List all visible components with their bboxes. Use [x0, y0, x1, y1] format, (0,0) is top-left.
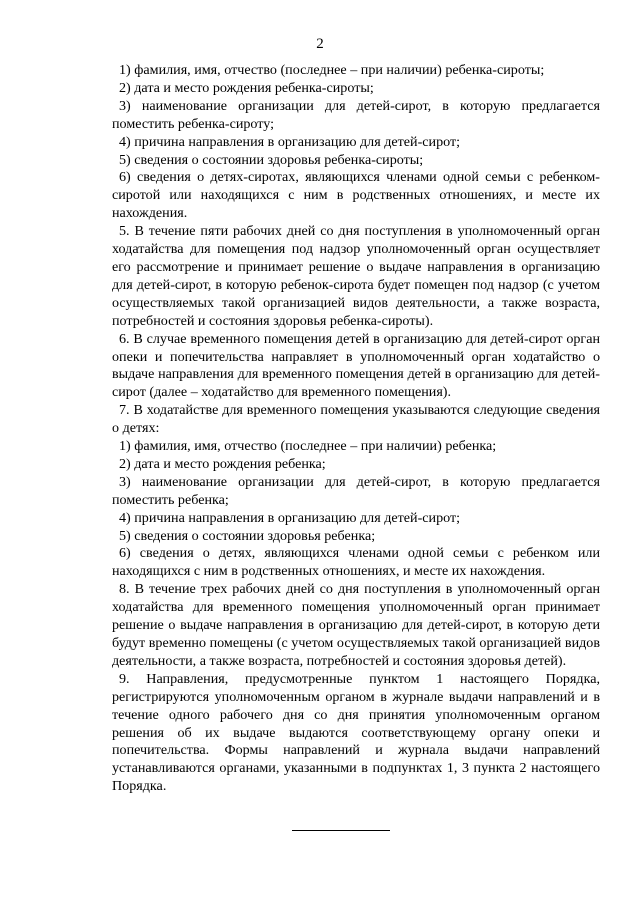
paragraph-item-2-temp-birth: 2) дата и место рождения ребенка;: [119, 455, 326, 472]
paragraph-clause-6: 6. В случае временного помещения детей в организацию для детей-сирот орган опеки и попечительства направляет в уполномоченный орган ходатайство о выдаче направления для временного помещения детей в организацию для детей-сирот (далее – ходатайство для временного помещения).: [112, 330, 600, 401]
paragraph-item-2-child-birth: 2) дата и место рождения ребенка-сироты;: [119, 79, 374, 96]
paragraph-clause-5: 5. В течение пяти рабочих дней со дня поступления в уполномоченный орган ходатайства для помещения под надзор уполномоченный орган осуществляет его рассмотрение и принимает решение о выдаче направления в организацию для детей-сирот, в которую ребенок-сирота будет помещен под надзор (с учетом осуществляемых такой организацией видов деятельности, а также возраста, потребностей и состояния здоровья ребенка-сироты).: [112, 223, 600, 329]
paragraph-item-1-child-name: 1) фамилия, имя, отчество (последнее – при наличии) ребенка-сироты;: [119, 62, 545, 78]
paragraph-item-6-child-siblings: 6) сведения о детях-сиротах, являющихся членами одной семьи с ребенком-сиротой или находящихся с ним в родственных отношениях, и месте их нахождения.: [112, 169, 600, 222]
paragraph-clause-9: 9. Направления, предусмотренные пунктом 1 настоящего Порядка, регистрируются уполномоченным органом в журнале выдачи направлений и в течение одного рабочего дня со дня принятия уполномоченным органом решения об их выдаче выдаются соответствующему органу опеки и попечительства. Формы направлений и журнала выдачи направлений устанавливаются органами, указанными в подпунктах 1, 3 пункта 2 настоящего Порядка.: [112, 670, 600, 795]
paragraph-item-5-child-health: 5) сведения о состоянии здоровья ребенка-сироты;: [119, 151, 424, 168]
page-number: 2: [316, 36, 324, 52]
paragraph-clause-7: 7. В ходатайстве для временного помещения указываются следующие сведения о детях:: [112, 402, 600, 437]
paragraph-item-4-child-reason: 4) причина направления в организацию для детей-сирот;: [119, 133, 461, 150]
paragraph-item-1-temp-name: 1) фамилия, имя, отчество (последнее – при наличии) ребенка;: [119, 438, 497, 455]
paragraph-item-3-child-organization: 3) наименование организации для детей-сирот, в которую предлагается поместить ребенка-сироту;: [112, 97, 600, 132]
end-separator-line: [292, 830, 390, 831]
document-body: [112, 62, 600, 796]
paragraph-item-6-temp-siblings: 6) сведения о детях, являющихся членами одной семьи с ребенком или находящихся с ним в родственных отношениях, и месте их нахождения.: [112, 545, 600, 580]
paragraph-clause-8: 8. В течение трех рабочих дней со дня поступления в уполномоченный орган ходатайства для временного помещения уполномоченный орган принимает решение о выдаче направления в организацию для детей-сирот, в которую дети будут временно помещены (с учетом осуществляемых такой организацией видов деятельности, а также возраста, потребностей и состояния здоровья детей).: [112, 581, 600, 669]
paragraph-item-3-temp-organization: 3) наименование организации для детей-сирот, в которую предлагается поместить ребенка;: [112, 473, 600, 508]
paragraph-item-4-temp-reason: 4) причина направления в организацию для детей-сирот;: [119, 509, 461, 526]
paragraph-item-5-temp-health: 5) сведения о состоянии здоровья ребенка;: [119, 527, 376, 544]
